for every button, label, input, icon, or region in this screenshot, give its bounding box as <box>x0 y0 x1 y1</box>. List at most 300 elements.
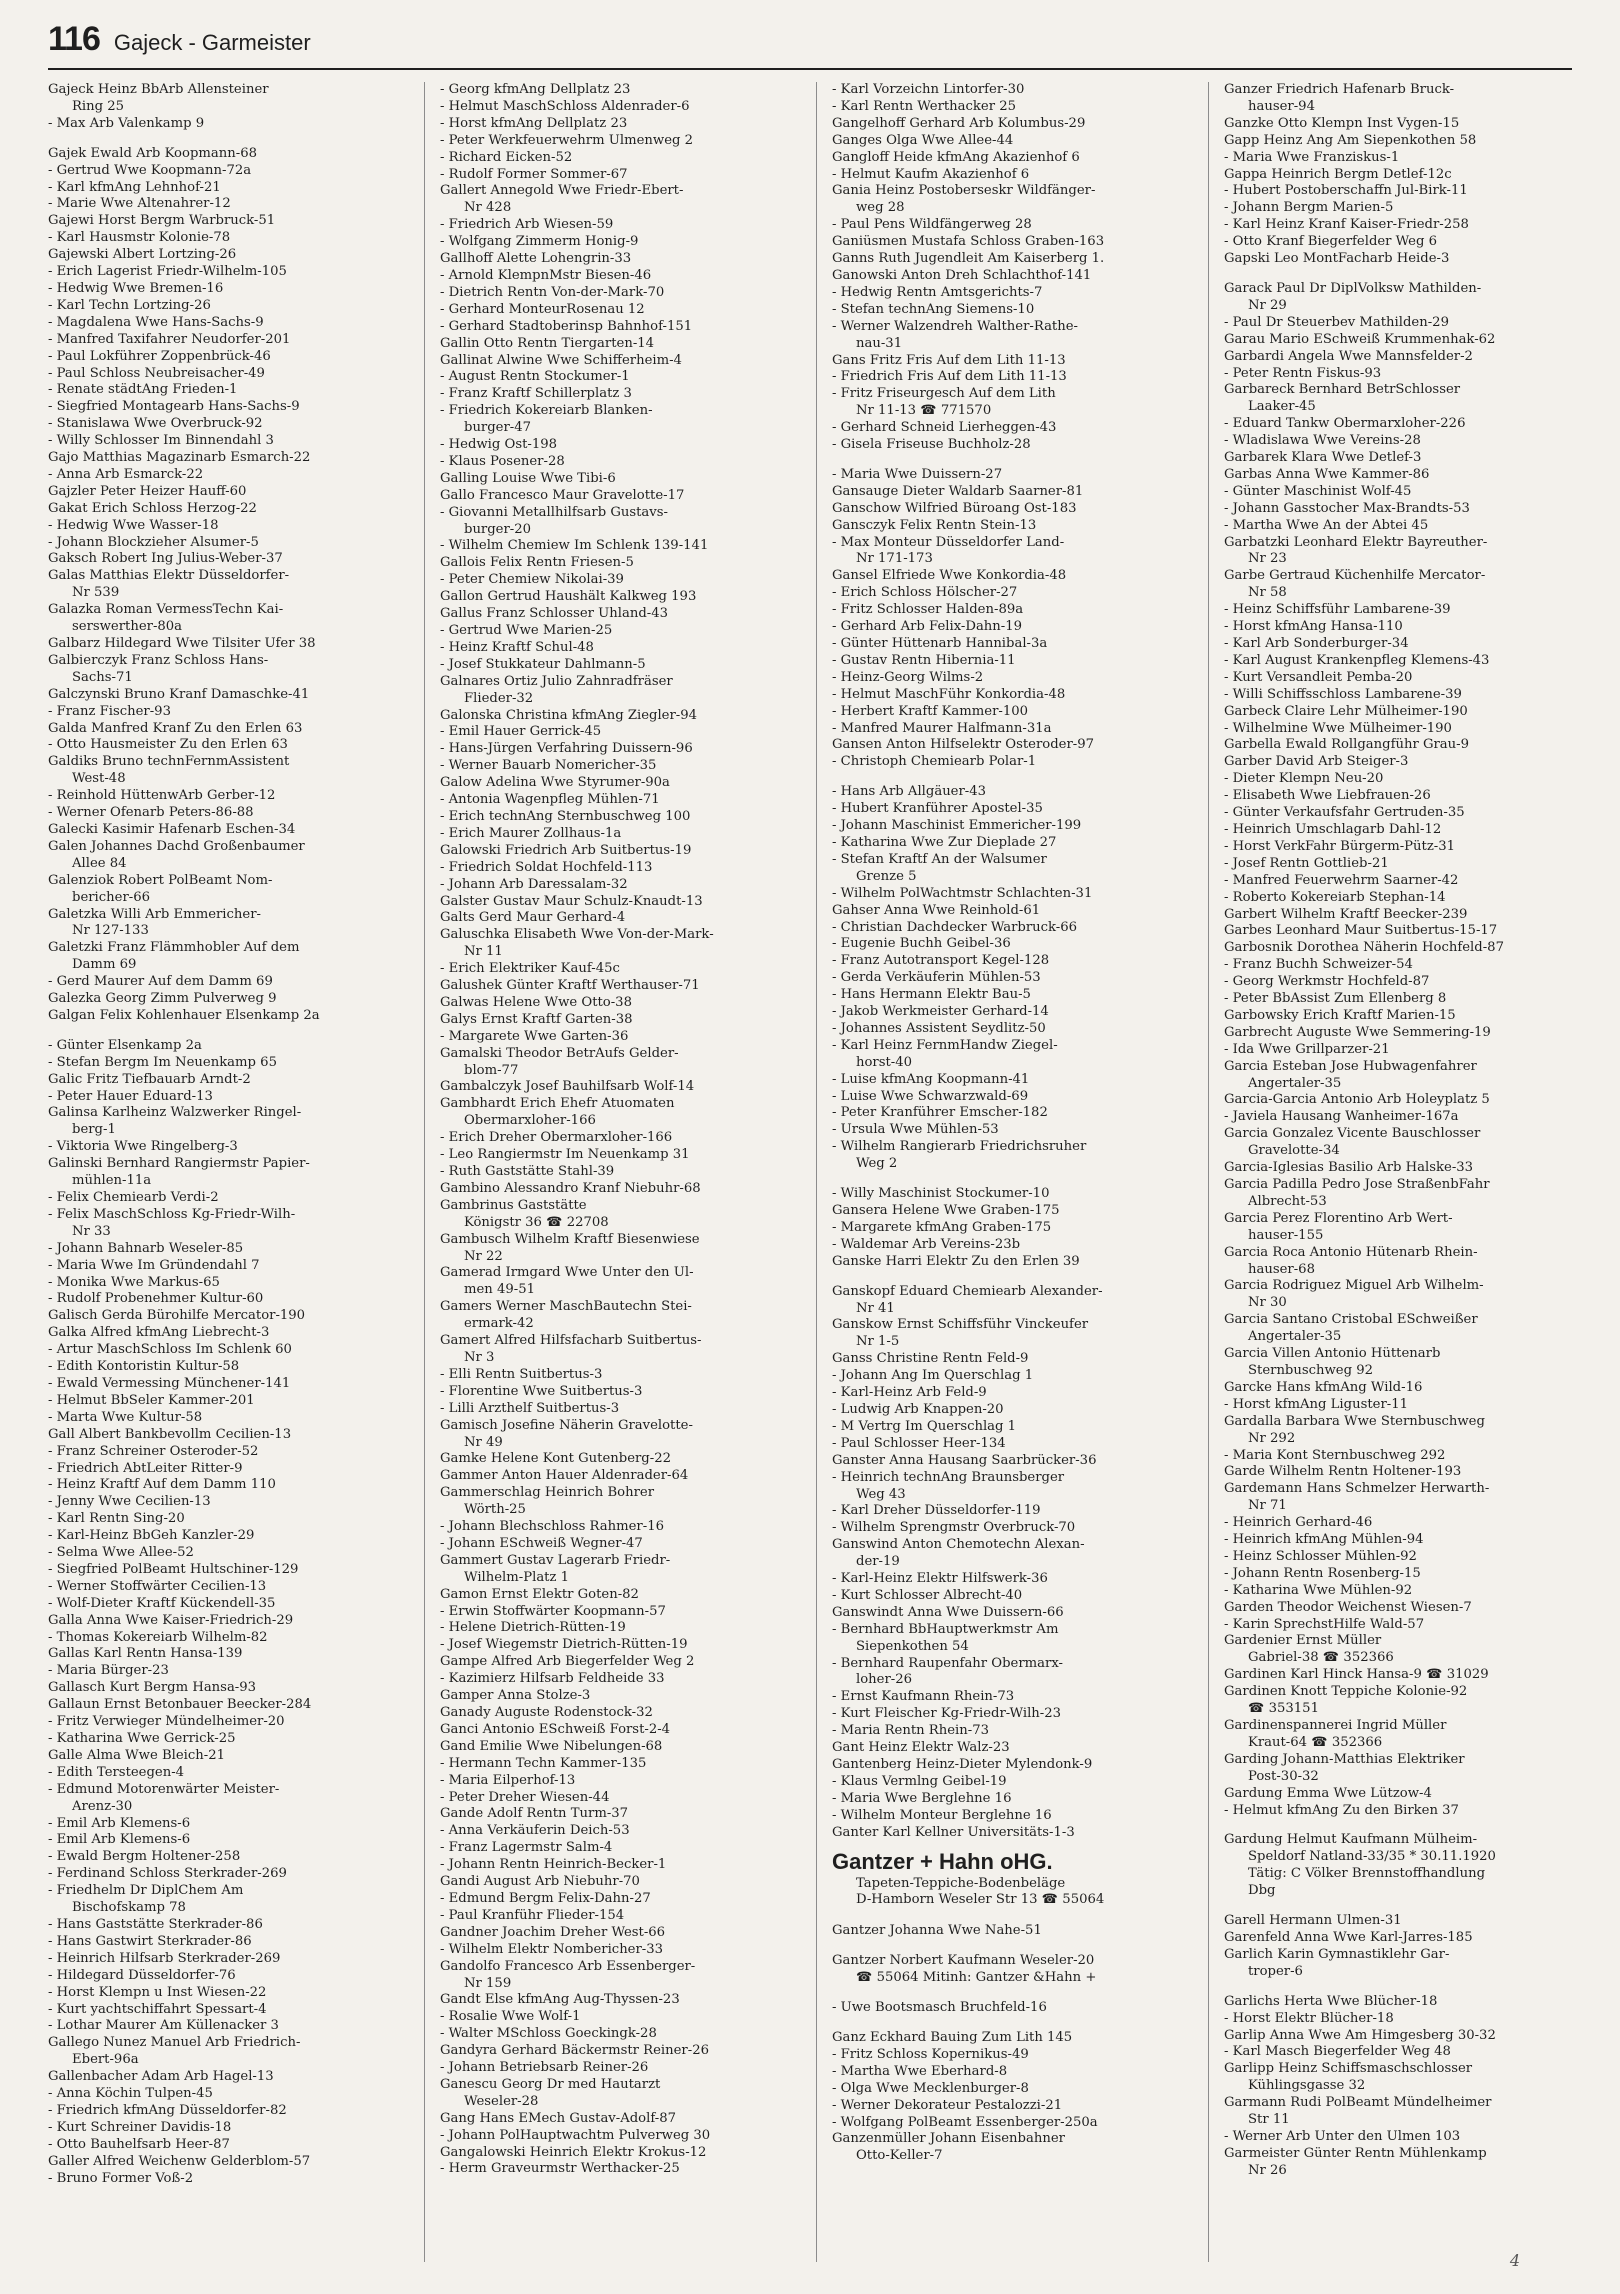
directory-entry: - Christoph Chemiearb Polar-1 <box>832 754 1037 770</box>
directory-column-2 <box>440 82 798 2262</box>
directory-entry: - Karl Techn Lortzing-26 <box>48 297 211 313</box>
directory-entry: - Johann Bahnarb Weseler-85 <box>48 1240 244 1256</box>
directory-entry-continuation: troper-6 <box>1248 1963 1303 1979</box>
directory-entry-continuation: loher-26 <box>856 1672 912 1688</box>
directory-entry: - Johannes Assistent Seydlitz-50 <box>832 1020 1046 1036</box>
directory-entry: - Günter Elsenkamp 2a <box>48 1037 202 1053</box>
directory-entry: Galdiks Bruno technFernmAssistent <box>48 754 290 770</box>
directory-entry: Garcia Rodriguez Miguel Arb Wilhelm- <box>1224 1278 1484 1294</box>
directory-entry: - Peter Chemiew Nikolai-39 <box>440 572 624 588</box>
directory-entry: - Katharina Wwe Zur Dieplade 27 <box>832 834 1057 850</box>
directory-entry: - Erwin Stoffwärter Koopmann-57 <box>440 1603 666 1619</box>
directory-entry: - Gerhard Schneid Lierheggen-43 <box>832 420 1057 436</box>
directory-entry: - Ida Wwe Grillparzer-21 <box>1224 1041 1390 1057</box>
entry-gap <box>832 1271 1190 1284</box>
directory-entry: Gallenbacher Adam Arb Hagel-13 <box>48 2069 274 2085</box>
ad-tagline: Tapeten-Teppiche-Bodenbeläge <box>856 1875 1066 1891</box>
directory-entry: Gallasch Kurt Bergm Hansa-93 <box>48 1680 257 1696</box>
directory-entry: Gamke Helene Kont Gutenberg-22 <box>440 1451 671 1467</box>
directory-entry: - Katharina Wwe Gerrick-25 <box>48 1731 236 1746</box>
advertisement <box>832 1848 1190 1910</box>
directory-entry: Garcke Hans kfmAng Wild-16 <box>1224 1379 1423 1395</box>
directory-entry: Gansera Helene Wwe Graben-175 <box>832 1203 1060 1218</box>
folio-mark: 4 <box>1509 2251 1520 2270</box>
directory-entry: - Elli Rentn Suitbertus-3 <box>440 1366 603 1382</box>
directory-entry: - Bernhard Raupenfahr Obermarx- <box>832 1655 1063 1671</box>
entry-gap <box>48 1025 406 1038</box>
directory-entry-continuation: Nr 33 <box>72 1223 111 1239</box>
directory-entry-continuation: hauser-94 <box>1248 98 1315 114</box>
directory-entry: - Paul Dr Steuerbev Mathilden-29 <box>1224 314 1449 330</box>
page-header <box>48 20 1580 70</box>
directory-entry: Gandi August Arb Niebuhr-70 <box>440 1874 640 1890</box>
directory-entry: Garden Theodor Weichenst Wiesen-7 <box>1224 1599 1472 1615</box>
directory-entry: Gardung Helmut Kaufmann Mülheim- <box>1224 1832 1478 1848</box>
directory-entry: Ganescu Georg Dr med Hautarzt <box>440 2076 661 2092</box>
directory-entry: - Hans Arb Allgäuer-43 <box>832 784 987 800</box>
directory-entry: - M Vertrg Im Querschlag 1 <box>832 1418 1017 1434</box>
directory-entry: - Günter Verkaufsfahr Gertruden-35 <box>1224 805 1465 821</box>
directory-entry: - Johann Arb Daressalam-32 <box>440 876 628 892</box>
directory-entry-continuation: Nr 539 <box>72 585 120 601</box>
directory-entry: - Werner Stoffwärter Cecilien-13 <box>48 1578 267 1594</box>
directory-entry: - Rudolf Former Sommer-67 <box>440 166 628 182</box>
directory-entry: Garenfeld Anna Wwe Karl-Jarres-185 <box>1224 1929 1473 1945</box>
directory-entry: - Hans Hermann Elektr Bau-5 <box>832 987 1031 1003</box>
directory-entry-continuation: Nr 11-13 ☎ 771570 <box>856 403 992 419</box>
directory-entry: - Horst kfmAng Hansa-110 <box>1224 619 1403 635</box>
directory-entry: Galler Alfred Weichenw Gelderblom-57 <box>48 2153 311 2169</box>
directory-entry: Gamon Ernst Elektr Goten-82 <box>440 1586 639 1602</box>
directory-entry: Ganskopf Eduard Chemiearb Alexander- <box>832 1283 1103 1299</box>
directory-entry: - Georg kfmAng Dellplatz 23 <box>440 82 631 97</box>
directory-entry: - Lothar Maurer Am Küllenacker 3 <box>48 2018 279 2034</box>
directory-entry: Gandner Joachim Dreher West-66 <box>440 1924 666 1940</box>
directory-entry: - Gertrud Wwe Marien-25 <box>440 623 613 638</box>
directory-entry: Gardenier Ernst Müller <box>1224 1633 1382 1649</box>
directory-entry: - Peter Rentn Fiskus-93 <box>1224 365 1382 381</box>
directory-entry: - Maria Wwe Im Gründendahl 7 <box>48 1257 260 1273</box>
directory-entry: - Paul Pens Wildfängerweg 28 <box>832 217 1032 233</box>
directory-entry: - Max Monteur Düsseldorfer Land- <box>832 534 1065 550</box>
directory-entry: - Kurt yachtschiffahrt Spessart-4 <box>48 2001 267 2017</box>
directory-entry: - Heinz Schlosser Mühlen-92 <box>1224 1548 1417 1564</box>
directory-entry: - Klaus Posener-28 <box>440 453 565 469</box>
directory-entry: Garcia Esteban Jose Hubwagenfahrer <box>1224 1058 1477 1074</box>
directory-entry: - Eugenie Buchh Geibel-36 <box>832 936 1011 952</box>
directory-entry-continuation: Post-30-32 <box>1248 1768 1319 1784</box>
directory-entry: - Anna Arb Esmarck-22 <box>48 466 204 482</box>
directory-entry: Gallin Otto Rentn Tiergarten-14 <box>440 335 655 351</box>
directory-entry: - Erich technAng Sternbuschweg 100 <box>440 808 691 824</box>
directory-entry: - Karl Masch Biegerfelder Weg 48 <box>1224 2044 1451 2060</box>
directory-entry: - Ruth Gaststätte Stahl-39 <box>440 1164 615 1179</box>
directory-entry: Gardemann Hans Schmelzer Herwarth- <box>1224 1481 1490 1497</box>
column-divider <box>1208 82 1209 2262</box>
directory-entry: Gandolfo Francesco Arb Essenberger- <box>440 1958 696 1974</box>
directory-entry: - Luise kfmAng Koopmann-41 <box>832 1071 1030 1087</box>
directory-entry: Gakat Erich Schloss Herzog-22 <box>48 500 257 516</box>
directory-entry: - Josef Wiegemstr Dietrich-Rütten-19 <box>440 1637 688 1653</box>
directory-entry: Gallus Franz Schlosser Uhland-43 <box>440 606 668 622</box>
directory-entry: Gallaun Ernst Betonbauer Beecker-284 <box>48 1697 312 1713</box>
directory-entry: - Johann ESchweiß Wegner-47 <box>440 1535 643 1551</box>
directory-entry: - Ernst Kaufmann Rhein-73 <box>832 1689 1015 1705</box>
directory-entry-continuation: blom-77 <box>464 1062 519 1078</box>
directory-entry: - Richard Eicken-52 <box>440 149 573 165</box>
directory-entry-continuation: Sternbuschweg 92 <box>1248 1362 1374 1378</box>
directory-entry: - Heinrich kfmAng Mühlen-94 <box>1224 1532 1424 1548</box>
directory-entry: - Werner Bauarb Nomericher-35 <box>440 758 657 774</box>
directory-entry: - Katharina Wwe Mühlen-92 <box>1224 1582 1413 1598</box>
directory-entry: Garlich Karin Gymnastiklehr Gar- <box>1224 1946 1450 1962</box>
directory-entry: - Willy Maschinist Stockumer-10 <box>832 1186 1050 1202</box>
entry-gap <box>832 771 1190 784</box>
directory-entry-continuation: berg-1 <box>72 1122 116 1138</box>
directory-entry: - Maria Wwe Duissern-27 <box>832 466 1003 482</box>
directory-entry: - Siegfried Montagearb Hans-Sachs-9 <box>48 399 300 415</box>
directory-entry: Galazka Roman VermessTechn Kai- <box>48 602 284 618</box>
directory-entry: Gajzler Peter Heizer Hauff-60 <box>48 483 247 499</box>
directory-entry-continuation: Weseler-28 <box>464 2093 539 2109</box>
directory-entry: - Bernhard BbHauptwerkmstr Am <box>832 1621 1059 1637</box>
directory-entry: - Edith Kontoristin Kultur-58 <box>48 1359 240 1375</box>
directory-entry: - Jakob Werkmeister Gerhard-14 <box>832 1004 1049 1020</box>
directory-entry: Gardung Emma Wwe Lützow-4 <box>1224 1785 1432 1801</box>
directory-entry: Gammerschlag Heinrich Bohrer <box>440 1485 655 1501</box>
directory-entry: - Hubert Postoberschaffn Jul-Birk-11 <box>1224 183 1468 199</box>
directory-entry-continuation: Nr 26 <box>1248 2162 1287 2178</box>
directory-entry: - Emil Arb Klemens-6 <box>48 1832 191 1848</box>
directory-entry: Ganss Christine Rentn Feld-9 <box>832 1351 1029 1367</box>
directory-entry: Galgan Felix Kohlenhauer Elsenkamp 2a <box>48 1007 320 1023</box>
directory-entry: Gamper Anna Stolze-3 <box>440 1688 591 1704</box>
directory-entry-continuation: Nr 428 <box>464 200 512 216</box>
directory-entry: - Stanislawa Wwe Overbruck-92 <box>48 416 263 432</box>
directory-entry: - Horst kfmAng Liguster-11 <box>1224 1396 1409 1412</box>
directory-entry: Galla Anna Wwe Kaiser-Friedrich-29 <box>48 1612 294 1628</box>
directory-entry: - Maria Wwe Berglehne 16 <box>832 1790 1012 1806</box>
directory-entry-continuation: Sachs-71 <box>72 669 133 685</box>
directory-entry: - Franz Autotransport Kegel-128 <box>832 953 1050 969</box>
directory-entry: - Margarete kfmAng Graben-175 <box>832 1219 1052 1235</box>
directory-entry-continuation: Grenze 5 <box>856 868 917 884</box>
directory-entry: Garcia Roca Antonio Hütenarb Rhein- <box>1224 1244 1478 1260</box>
directory-entry: - Felix MaschSchloss Kg-Friedr-Wilh- <box>48 1206 296 1222</box>
directory-entry: Garbe Gertraud Küchenhilfe Mercator- <box>1224 568 1486 584</box>
directory-entry: - Marta Wwe Kultur-58 <box>48 1409 203 1425</box>
directory-entry: - Ludwig Arb Knappen-20 <box>832 1401 1004 1417</box>
directory-entry-continuation: West-48 <box>72 771 126 787</box>
directory-entry: - Friedrich Arb Wiesen-59 <box>440 217 614 233</box>
directory-entry: Gansczyk Felix Rentn Stein-13 <box>832 517 1037 533</box>
ad-brand: Gantzer + Hahn oHG. <box>832 1848 1053 1874</box>
directory-entry: Gangelhoff Gerhard Arb Kolumbus-29 <box>832 115 1086 131</box>
directory-entry: - Josef Rentn Gottlieb-21 <box>1224 855 1389 871</box>
directory-entry-continuation: Nr 127-133 <box>72 923 149 939</box>
directory-entry: - Friedrich Fris Auf dem Lith 11-13 <box>832 369 1067 385</box>
directory-entry: - Willy Schlosser Im Binnendahl 3 <box>48 433 274 449</box>
directory-entry-continuation: Kraut-64 ☎ 352366 <box>1248 1734 1383 1750</box>
directory-entry-continuation: Laaker-45 <box>1248 399 1316 415</box>
directory-entry: Gampe Alfred Arb Biegerfelder Weg 2 <box>440 1654 695 1670</box>
directory-entry: - Friedrich kfmAng Düsseldorfer-82 <box>48 2102 287 2118</box>
directory-entry: Ganskow Ernst Schiffsführ Vinckeufer <box>832 1317 1089 1333</box>
directory-entry: - Lilli Arzthelf Suitbertus-3 <box>440 1400 620 1416</box>
directory-entry: - Johann Maschinist Emmericher-199 <box>832 818 1082 834</box>
directory-entry: - Herm Graveurmstr Werthacker-25 <box>440 2161 680 2177</box>
directory-entry: - Leo Rangiermstr Im Neuenkamp 31 <box>440 1147 690 1163</box>
entry-gap <box>48 133 406 146</box>
directory-entry: Ganci Antonio ESchweiß Forst-2-4 <box>440 1721 671 1737</box>
directory-entry: - Franz Fischer-93 <box>48 703 171 719</box>
directory-entry: - Stefan Bergm Im Neuenkamp 65 <box>48 1054 277 1070</box>
directory-entry: - Edmund Motorenwärter Meister- <box>48 1781 280 1797</box>
directory-entry: Garell Hermann Ulmen-31 <box>1224 1913 1402 1929</box>
directory-entry: Garlichs Herta Wwe Blücher-18 <box>1224 1993 1438 2009</box>
directory-entry: Gardinen Karl Hinck Hansa-9 ☎ 31029 <box>1224 1667 1489 1683</box>
directory-entry: Gallois Felix Rentn Friesen-5 <box>440 555 634 571</box>
directory-entry: Ganady Auguste Rodenstock-32 <box>440 1705 653 1720</box>
directory-entry: - Rosalie Wwe Wolf-1 <box>440 2009 581 2025</box>
directory-entry-continuation: Otto-Keller-7 <box>856 2148 943 2164</box>
directory-entry: Garbert Wilhelm Kraftf Beecker-239 <box>1224 906 1468 922</box>
directory-entry: Galda Manfred Kranf Zu den Erlen 63 <box>48 720 303 736</box>
directory-entry-continuation: Königstr 36 ☎ 22708 <box>464 1214 609 1230</box>
directory-entry: Gamert Alfred Hilfsfacharb Suitbertus- <box>440 1333 702 1349</box>
directory-entry: - Heinz Kraftf Auf dem Damm 110 <box>48 1477 276 1493</box>
directory-entry-continuation: Ring 25 <box>72 98 125 114</box>
directory-entry: Gans Fritz Fris Auf dem Lith 11-13 <box>832 352 1066 368</box>
directory-entry: - Anna Köchin Tulpen-45 <box>48 2086 213 2102</box>
directory-entry: Garcia-Garcia Antonio Arb Holeyplatz 5 <box>1224 1092 1490 1108</box>
directory-entry: - Florentine Wwe Suitbertus-3 <box>440 1383 643 1399</box>
directory-entry-continuation: Albrecht-53 <box>1248 1193 1327 1209</box>
directory-entry: Ganz Eckhard Bauing Zum Lith 145 <box>832 2029 1073 2045</box>
directory-entry: Gardinenspannerei Ingrid Müller <box>1224 1718 1447 1733</box>
directory-entry: Gambusch Wilhelm Kraftf Biesenwiese <box>440 1231 700 1247</box>
directory-entry: Garbas Anna Wwe Kammer-86 <box>1224 466 1430 482</box>
directory-entry: - Karl August Krankenpfleg Klemens-43 <box>1224 652 1490 668</box>
directory-entry: - Wolfgang Zimmerm Honig-9 <box>440 234 639 250</box>
directory-entry-continuation: Nr 23 <box>1248 551 1287 567</box>
directory-entry: - Karl Arb Sonderburger-34 <box>1224 636 1409 651</box>
directory-entry-continuation: hauser-155 <box>1248 1227 1324 1243</box>
directory-entry: - Karl Vorzeichn Lintorfer-30 <box>832 82 1025 97</box>
directory-entry: - Helmut BbSeler Kammer-201 <box>48 1392 255 1408</box>
directory-entry: - Johann Ang Im Querschlag 1 <box>832 1368 1034 1384</box>
directory-entry: Gansauge Dieter Waldarb Saarner-81 <box>832 483 1084 499</box>
directory-entry: - Manfred Feuerwehrm Saarner-42 <box>1224 872 1459 888</box>
directory-entry: - Josef Stukkateur Dahlmann-5 <box>440 656 646 672</box>
directory-entry: Gajek Ewald Arb Koopmann-68 <box>48 145 257 161</box>
directory-entry: - Maria Bürger-23 <box>48 1663 169 1679</box>
directory-entry: - Emil Hauer Gerrick-45 <box>440 724 602 740</box>
directory-entry-continuation: Nr 58 <box>1248 585 1287 601</box>
directory-entry-continuation: Arenz-30 <box>72 1798 133 1814</box>
directory-entry: - Peter Kranführer Emscher-182 <box>832 1105 1048 1121</box>
directory-entry: - Gerhard MonteurRosenau 12 <box>440 301 645 317</box>
directory-entry: - Hermann Techn Kammer-135 <box>440 1755 647 1771</box>
directory-entry: - Selma Wwe Allee-52 <box>48 1545 194 1561</box>
directory-entry: - Dietrich Rentn Von-der-Mark-70 <box>440 284 665 300</box>
directory-entry: Galen Johannes Dachd Großenbaumer <box>48 838 305 854</box>
directory-entry-continuation: Gravelotte-34 <box>1248 1143 1340 1159</box>
directory-entry-continuation: Damm 69 <box>72 957 137 973</box>
directory-entry: Galetzki Franz Flämmhobler Auf dem <box>48 940 300 956</box>
directory-entry: Galka Alfred kfmAng Liebrecht-3 <box>48 1325 270 1341</box>
directory-entry-continuation: ermark-42 <box>464 1316 534 1332</box>
directory-entry-continuation: Wilhelm-Platz 1 <box>464 1569 570 1585</box>
directory-entry: - Karl Rentn Sing-20 <box>48 1511 185 1527</box>
directory-entry: Ganzke Otto Klempn Inst Vygen-15 <box>1224 115 1460 131</box>
directory-entry: - Johann Rentn Heinrich-Becker-1 <box>440 1857 667 1873</box>
directory-entry: - Wilhelm Monteur Berglehne 16 <box>832 1807 1052 1823</box>
directory-entry-continuation: Speldorf Natland-33/35 * 30.11.1920 <box>1248 1849 1496 1865</box>
directory-entry: - Helmut Kaufm Akazienhof 6 <box>832 166 1030 182</box>
directory-entry: - Otto Kranf Biegerfelder Weg 6 <box>1224 234 1437 250</box>
directory-entry: Ganges Olga Wwe Allee-44 <box>832 132 1014 148</box>
directory-entry-continuation: Nr 159 <box>464 1975 512 1991</box>
directory-entry: - Peter Dreher Wiesen-44 <box>440 1789 610 1805</box>
directory-entry: - Wilhelm Rangierarb Friedrichsruher <box>832 1139 1087 1155</box>
directory-entry-continuation: Gabriel-38 ☎ 352366 <box>1248 1650 1394 1666</box>
directory-entry-continuation: nau-31 <box>856 335 903 351</box>
directory-entry: - Willi Schiffsschloss Lambarene-39 <box>1224 686 1462 702</box>
directory-entry: Gallon Gertrud Haushält Kalkweg 193 <box>440 589 697 605</box>
directory-entry: - Peter BbAssist Zum Ellenberg 8 <box>1224 991 1447 1007</box>
directory-entry: - Horst Klempn u Inst Wiesen-22 <box>48 1984 267 2000</box>
directory-entry-continuation: Nr 292 <box>1248 1430 1296 1446</box>
directory-entry: - Herbert Kraftf Kammer-100 <box>832 703 1029 719</box>
directory-entry-continuation: Angertaler-35 <box>1248 1075 1342 1091</box>
directory-entry: - Gerhard Arb Felix-Dahn-19 <box>832 619 1023 635</box>
directory-entry: Garding Johann-Matthias Elektriker <box>1224 1751 1465 1767</box>
directory-entry: - Johann Rentn Rosenberg-15 <box>1224 1565 1421 1581</box>
directory-entry: - Werner Dekorateur Pestalozzi-21 <box>832 2097 1063 2113</box>
directory-entry: - Thomas Kokereiarb Wilhelm-82 <box>48 1629 268 1645</box>
directory-entry: - Johann Betriebsarb Reiner-26 <box>440 2060 649 2076</box>
directory-entry: - Heinz Schiffsführ Lambarene-39 <box>1224 602 1451 618</box>
directory-entry-continuation: serswerther-80a <box>72 619 183 635</box>
directory-entry: Galezka Georg Zimm Pulverweg 9 <box>48 991 277 1007</box>
directory-entry-continuation: Weg 2 <box>856 1156 898 1172</box>
directory-entry: - Stefan Kraftf An der Walsumer <box>832 851 1047 867</box>
directory-entry: Galetzka Willi Arb Emmericher- <box>48 906 261 922</box>
directory-entry: Galnares Ortiz Julio Zahnradfräser <box>440 673 673 689</box>
directory-entry: - Wilhelm PolWachtmstr Schlachten-31 <box>832 885 1093 901</box>
directory-entry: - Johann Blechschloss Rahmer-16 <box>440 1519 664 1535</box>
directory-entry: Garlipp Heinz Schiffsmaschschlosser <box>1224 2061 1473 2077</box>
directory-entry: - Hubert Kranführer Apostel-35 <box>832 801 1043 817</box>
directory-entry: - Kazimierz Hilfsarb Feldheide 33 <box>440 1671 665 1687</box>
directory-entry: Ganske Harri Elektr Zu den Erlen 39 <box>832 1253 1080 1269</box>
directory-entry: - Wilhelm Elektr Nombericher-33 <box>440 1941 664 1957</box>
directory-entry: - Uwe Bootsmasch Bruchfeld-16 <box>832 2000 1047 2016</box>
directory-entry-continuation: Kühlingsgasse 32 <box>1248 2078 1366 2094</box>
directory-entry-continuation: Weg 43 <box>856 1486 906 1502</box>
directory-entry: - Artur MaschSchloss Im Schlenk 60 <box>48 1342 292 1358</box>
directory-entry: - Fritz Schloss Kopernikus-49 <box>832 2046 1029 2062</box>
directory-entry: - Werner Walzendreh Walther-Rathe- <box>832 318 1078 334</box>
directory-entry: - Franz Kraftf Schillerplatz 3 <box>440 386 632 402</box>
directory-entry: Galonska Christina kfmAng Ziegler-94 <box>440 707 698 723</box>
directory-entry: Gajo Matthias Magazinarb Esmarch-22 <box>48 450 311 466</box>
directory-entry: Gammer Anton Hauer Aldenrader-64 <box>440 1468 689 1484</box>
directory-entry: - Horst VerkFahr Bürgerm-Pütz-31 <box>1224 838 1456 854</box>
directory-entry: - Wolf-Dieter Kraftf Kückendell-35 <box>48 1595 276 1611</box>
directory-entry: Galinski Bernhard Rangiermstr Papier- <box>48 1156 310 1172</box>
directory-entry: - Ewald Bergm Holtener-258 <box>48 1849 241 1865</box>
directory-entry: - Franz Buchh Schweizer-54 <box>1224 957 1413 973</box>
directory-entry: Gamerad Irmgard Wwe Unter den Ul- <box>440 1265 694 1281</box>
directory-entry: - Paul Schloss Neubreisacher-49 <box>48 365 265 381</box>
directory-entry: Garmann Rudi PolBeamt Mündelheimer <box>1224 2095 1492 2111</box>
directory-entry: - Martha Wwe Eberhard-8 <box>832 2063 1008 2079</box>
directory-entry: - Christian Dachdecker Warbruck-66 <box>832 919 1078 935</box>
directory-entry: Galczynski Bruno Kranf Damaschke-41 <box>48 686 310 702</box>
directory-entry: - Fritz Friseurgesch Auf dem Lith <box>832 386 1056 402</box>
directory-entry: Gande Adolf Rentn Turm-37 <box>440 1806 629 1822</box>
directory-entry: - Georg Werkmstr Hochfeld-87 <box>1224 974 1430 990</box>
directory-entry: Gallo Francesco Maur Gravelotte-17 <box>440 487 685 503</box>
directory-entry-continuation: Obermarxloher-166 <box>464 1113 596 1129</box>
directory-entry: - Maria Rentn Rhein-73 <box>832 1723 989 1739</box>
directory-entry: - Reinhold HüttenwArb Gerber-12 <box>48 788 276 804</box>
page-number: 116 <box>48 20 100 58</box>
directory-entry-continuation: burger-47 <box>464 420 532 436</box>
directory-entry: - Eduard Tankw Obermarxloher-226 <box>1224 416 1466 432</box>
directory-entry-continuation: Nr 30 <box>1248 1295 1287 1311</box>
directory-entry: Gammert Gustav Lagerarb Friedr- <box>440 1552 671 1568</box>
directory-entry: Gallhoff Alette Lohengrin-33 <box>440 251 632 267</box>
directory-entry: - Erich Elektriker Kauf-45c <box>440 961 620 977</box>
directory-entry-continuation: Tätig: C Völker Brennstoffhandlung <box>1248 1866 1486 1882</box>
directory-entry: Garbardi Angela Wwe Mannsfelder-2 <box>1224 348 1473 364</box>
directory-entry: Gallinat Alwine Wwe Schifferheim-4 <box>440 352 682 368</box>
directory-entry: - Giovanni Metallhilfsarb Gustavs- <box>440 504 668 520</box>
directory-entry: - Anna Verkäuferin Deich-53 <box>440 1823 630 1839</box>
directory-entry: - Walter MSchloss Goeckingk-28 <box>440 2026 657 2042</box>
directory-entry-continuation: Nr 29 <box>1248 297 1287 313</box>
directory-entry: - Paul Schlosser Heer-134 <box>832 1435 1006 1451</box>
directory-entry: Galbarz Hildegard Wwe Tilsiter Ufer 38 <box>48 636 316 651</box>
directory-entry: Gantenberg Heinz-Dieter Mylendonk-9 <box>832 1757 1093 1772</box>
directory-entry: Gallego Nunez Manuel Arb Friedrich- <box>48 2035 301 2051</box>
directory-entry: - Karl kfmAng Lehnhof-21 <box>48 179 221 195</box>
directory-entry: Garcia Padilla Pedro Jose StraßenbFahr <box>1224 1177 1490 1192</box>
directory-entry: - Peter Werkfeuerwehrm Ulmenweg 2 <box>440 132 694 148</box>
directory-entry: - Edmund Bergm Felix-Dahn-27 <box>440 1890 651 1906</box>
directory-entry: - Ewald Vermessing Münchener-141 <box>48 1375 291 1391</box>
directory-entry: - Waldemar Arb Vereins-23b <box>832 1236 1021 1252</box>
directory-entry: - Martha Wwe An der Abtei 45 <box>1224 517 1429 533</box>
directory-entry: - Margarete Wwe Garten-36 <box>440 1028 629 1044</box>
directory-entry: Garack Paul Dr DiplVolksw Mathilden- <box>1224 280 1482 296</box>
directory-entry: Gardalla Barbara Wwe Sternbuschweg <box>1224 1413 1485 1429</box>
directory-entry: - Friedrich Kokereiarb Blanken- <box>440 403 653 419</box>
directory-entry: - Hans-Jürgen Verfahring Duissern-96 <box>440 741 693 757</box>
directory-entry: Galowski Friedrich Arb Suitbertus-19 <box>440 842 692 858</box>
page-range-title: Gajeck - Garmeister <box>113 30 311 55</box>
directory-entry: Ganter Karl Kellner Universitäts-1-3 <box>832 1824 1075 1840</box>
directory-entry: Gajeck Heinz BbArb Allensteiner <box>48 82 269 97</box>
directory-entry: - Günter Hüttenarb Hannibal-3a <box>832 636 1048 651</box>
directory-entry: - Ferdinand Schloss Sterkrader-269 <box>48 1866 287 1882</box>
directory-entry: - Horst kfmAng Dellplatz 23 <box>440 115 628 131</box>
directory-entry: - Werner Arb Unter den Ulmen 103 <box>1224 2128 1461 2144</box>
directory-entry: Ganschow Wilfried Büroang Ost-183 <box>832 500 1077 516</box>
